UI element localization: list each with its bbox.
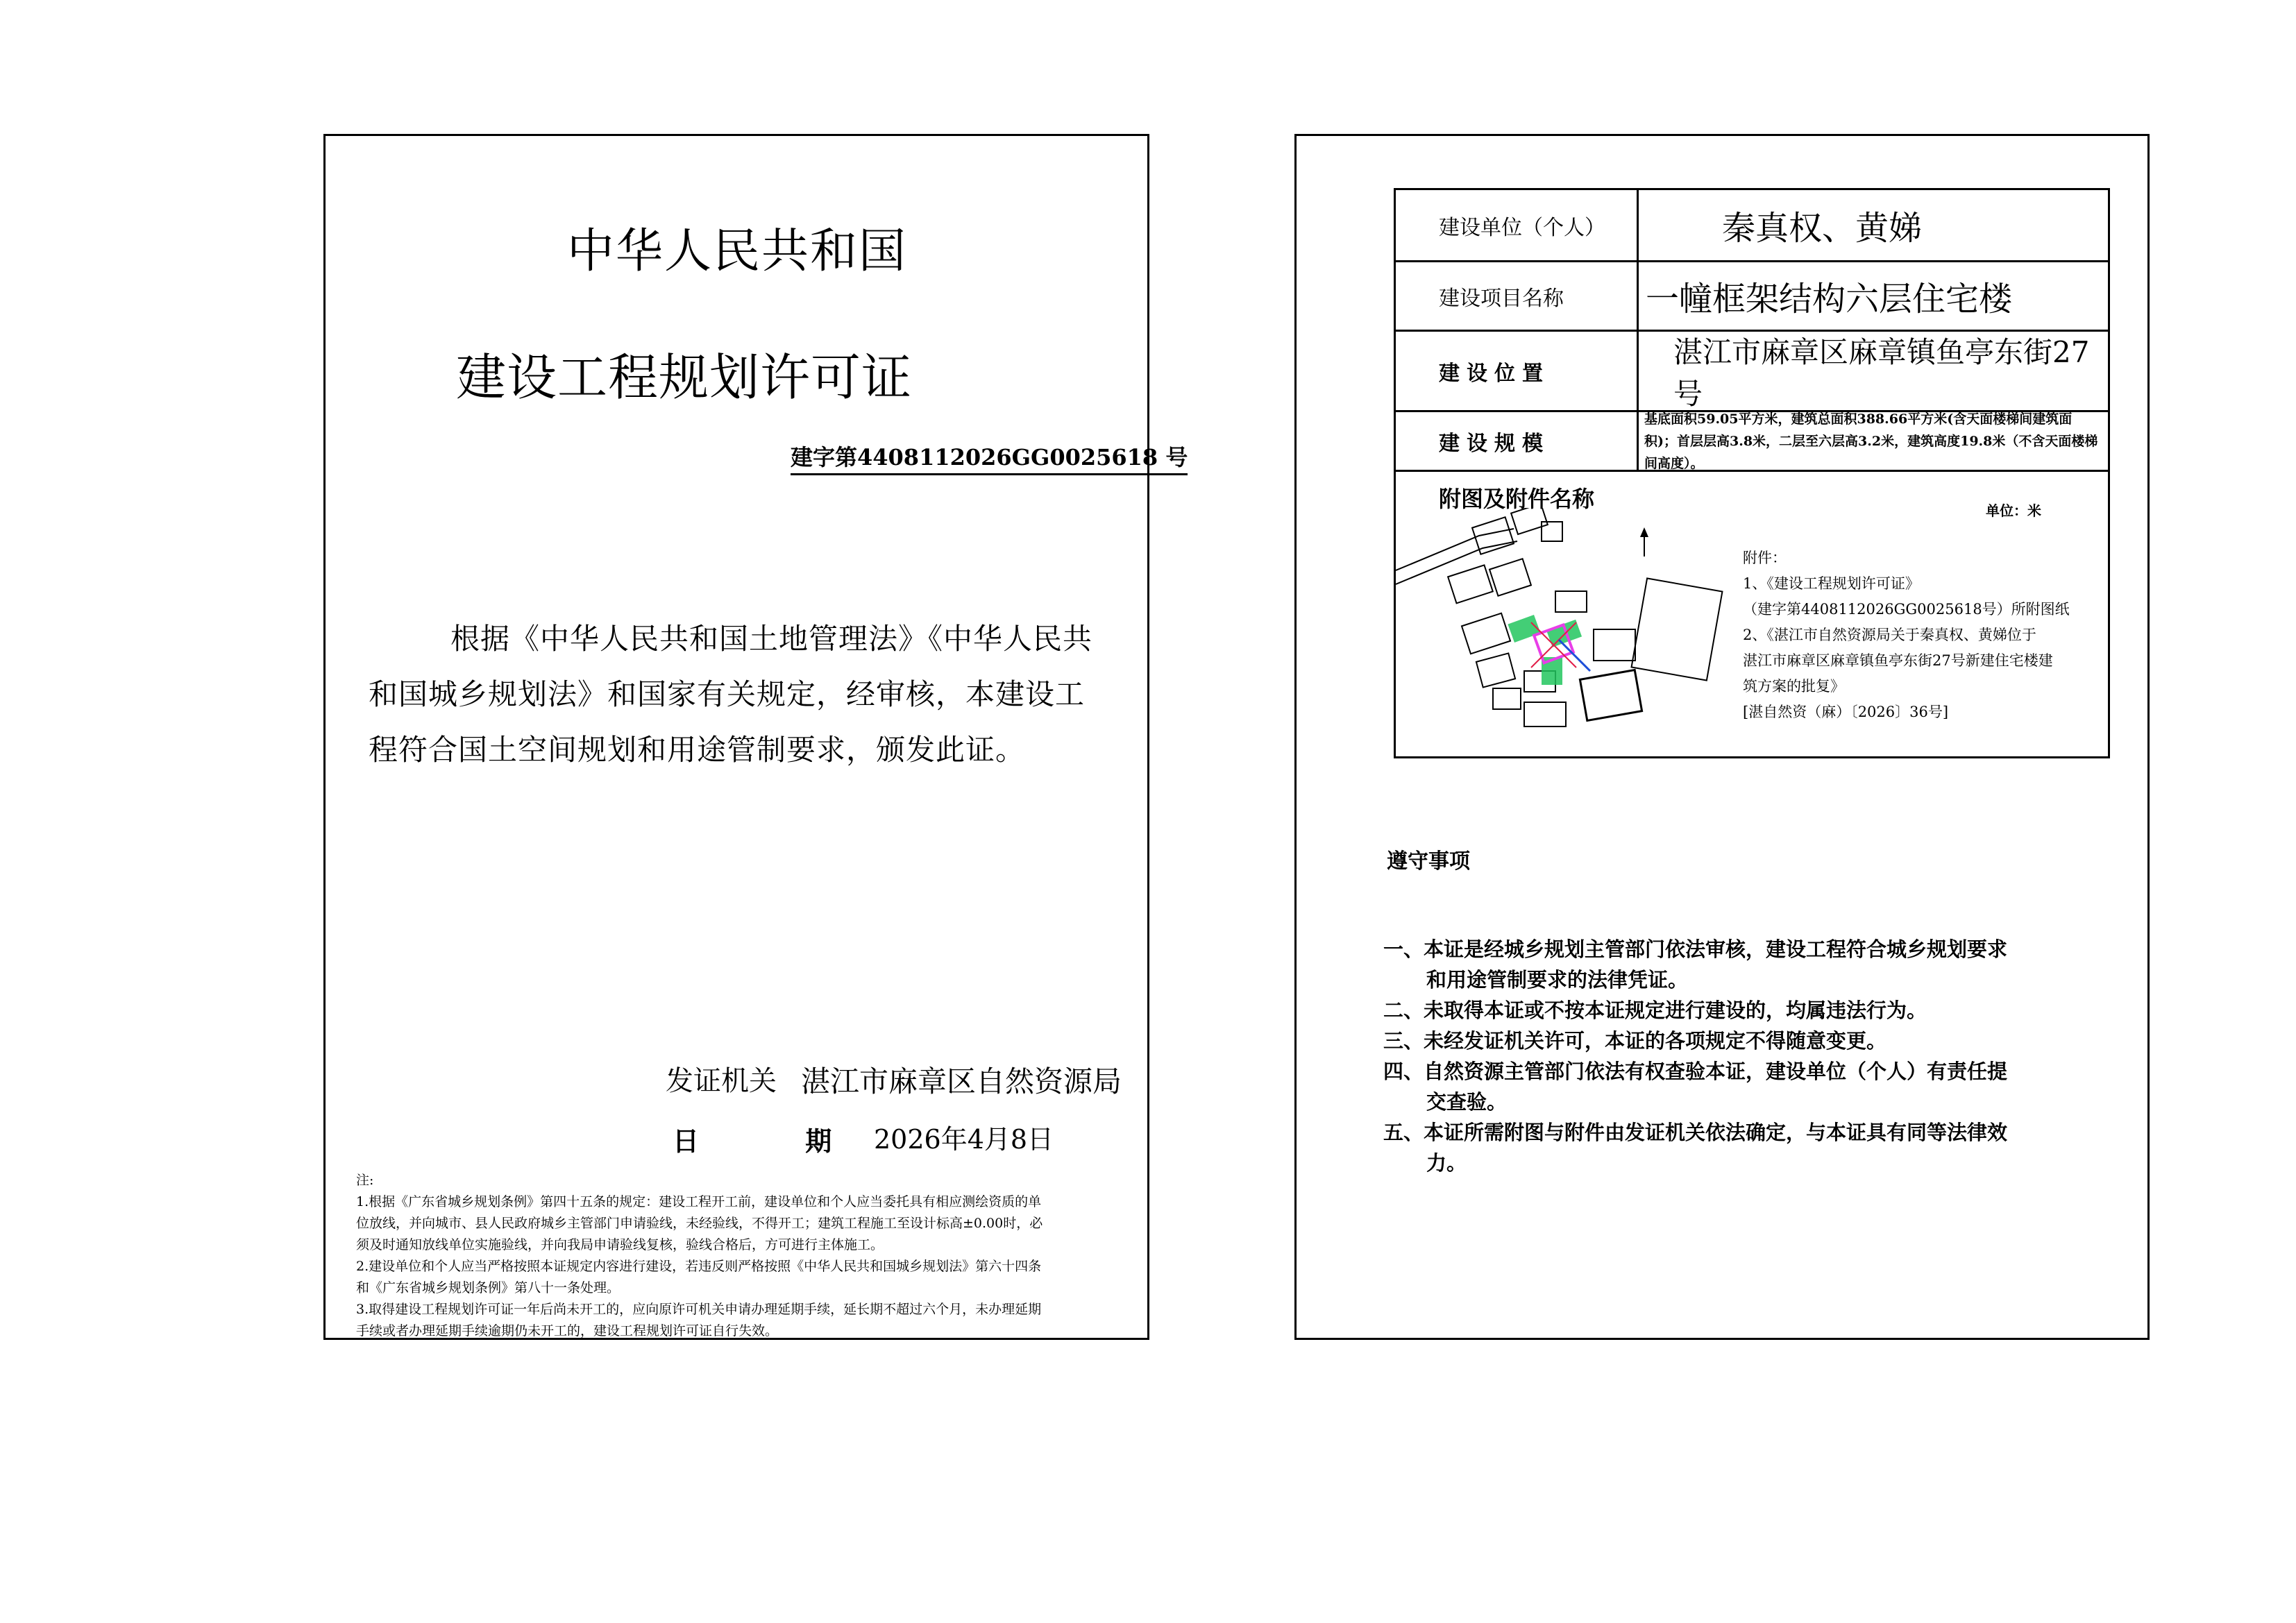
row-label: 建设位置	[1396, 332, 1639, 410]
attachments-title: 附图及附件名称	[1439, 486, 1595, 512]
attachment-line: 1、《建设工程规划许可证》	[1743, 575, 1920, 592]
notes-section	[356, 1170, 1123, 1342]
permit-detail-page	[1294, 134, 2150, 1340]
unit-label: 单位：米	[1986, 502, 2041, 519]
notes-line: 注:	[356, 1173, 374, 1188]
notes-line: 位放线，并向城市、县人民政府城乡主管部门申请验线，未经验线，不得开工；建筑工程施工至设计标高±0.00时，必	[356, 1216, 1043, 1231]
attachment-line: [湛自然资（麻）〔2026〕36号]	[1743, 704, 1949, 720]
notes-line: 手续或者办理延期手续逾期仍未开工的，建设工程规划许可证自行失效。	[356, 1323, 779, 1339]
attachment-line: 附件：	[1743, 550, 1787, 566]
issuance-statement: 根据《中华人民共和国土地管理法》《中华人民共和国城乡规划法》和国家有关规定，经审核，本建设工程符合国土空间规划和用途管制要求，颁发此证。	[369, 622, 1093, 767]
notes-line: 2.建设单位和个人应当严格按照本证规定内容进行建设，若违反则严格按照《中华人民共和国城乡规划法》第六十四条	[356, 1259, 1042, 1274]
scale-value: 基底面积59.05平方米，建筑总面积388.66平方米(含天面楼梯间建筑面积)；首层层高3.8米，二层至六层高3.2米，建筑高度19.8米（不含天面楼梯间高度）。	[1644, 411, 2098, 471]
observe-item: 四、自然资源主管部门依法有权查验本证，建设单位（个人）有责任提	[1383, 1060, 2008, 1083]
certificate-number: 建字第4408112026GG0025618 号	[791, 440, 1188, 475]
observe-item: 五、本证所需附图与附件由发证机关依法确定，与本证具有同等法律效	[1383, 1121, 2008, 1144]
attachment-line: 筑方案的批复》	[1743, 678, 1845, 695]
notes-line: 须及时通知放线单位实施验线，并向我局申请验线复核，验线合格后，方可进行主体施工。	[356, 1237, 884, 1252]
observe-item: 一、本证是经城乡规划主管部门依法审核，建设工程符合城乡规划要求	[1383, 937, 2008, 961]
notes-line: 1.根据《广东省城乡规划条例》第四十五条的规定：建设工程开工前，建设单位和个人应当委托具有相应测绘资质的单	[356, 1194, 1042, 1209]
issuer-label: 发证机关	[666, 1065, 777, 1097]
project-name-value: 一幢框架结构六层住宅楼	[1646, 280, 2013, 318]
table-row	[1396, 332, 2108, 412]
site-plan-map	[1396, 508, 1757, 752]
attachment-line: 2、《湛江市自然资源局关于秦真权、黄娣位于	[1743, 627, 2036, 643]
observe-title: 遵守事项	[1387, 849, 1470, 874]
table-row	[1396, 412, 2108, 472]
attachments-list	[1743, 545, 2104, 725]
issue-date: 2026年4月8日	[874, 1124, 1054, 1155]
project-info-table	[1394, 188, 2110, 758]
notes-line: 和《广东省城乡规划条例》第八十一条处理。	[356, 1280, 621, 1295]
attachment-line: 湛江市麻章区麻章镇鱼亭东街27号新建住宅楼建	[1743, 652, 2053, 669]
observe-item: 三、未经发证机关许可，本证的各项规定不得随意变更。	[1383, 1029, 1887, 1053]
row-label: 建设项目名称	[1396, 262, 1639, 330]
issuing-authority: 湛江市麻章区自然资源局	[801, 1064, 1122, 1098]
observe-item-continued: 和用途管制要求的法律凭证。	[1426, 968, 1689, 992]
notes-line: 3.取得建设工程规划许可证一年后尚未开工的，应向原许可机关申请办理延期手续，延长期不超过六个月，未办理延期	[356, 1302, 1042, 1317]
permit-cover-page	[323, 134, 1188, 1340]
row-label: 建设规模	[1396, 412, 1639, 470]
attachment-line: （建字第4408112026GG0025618号）所附图纸	[1743, 601, 2070, 618]
observe-item-continued: 力。	[1426, 1151, 1467, 1175]
table-row	[1396, 190, 2108, 262]
country-name: 中华人民共和国	[567, 224, 908, 279]
table-row	[1396, 262, 2108, 332]
observe-item-continued: 交查验。	[1426, 1090, 1508, 1114]
row-label: 建设单位（个人）	[1396, 190, 1639, 260]
attachments-row	[1396, 472, 2108, 756]
certificate-title: 建设工程规划许可证	[456, 348, 913, 407]
builder-value: 秦真权、黄娣	[1722, 209, 1923, 248]
observe-list	[1383, 934, 2119, 1178]
observe-item: 二、未取得本证或不按本证规定进行建设的，均属违法行为。	[1383, 999, 1927, 1022]
location-value: 湛江市麻章区麻章镇鱼亭东街27号	[1673, 334, 2090, 411]
date-label: 日 期	[673, 1125, 881, 1157]
